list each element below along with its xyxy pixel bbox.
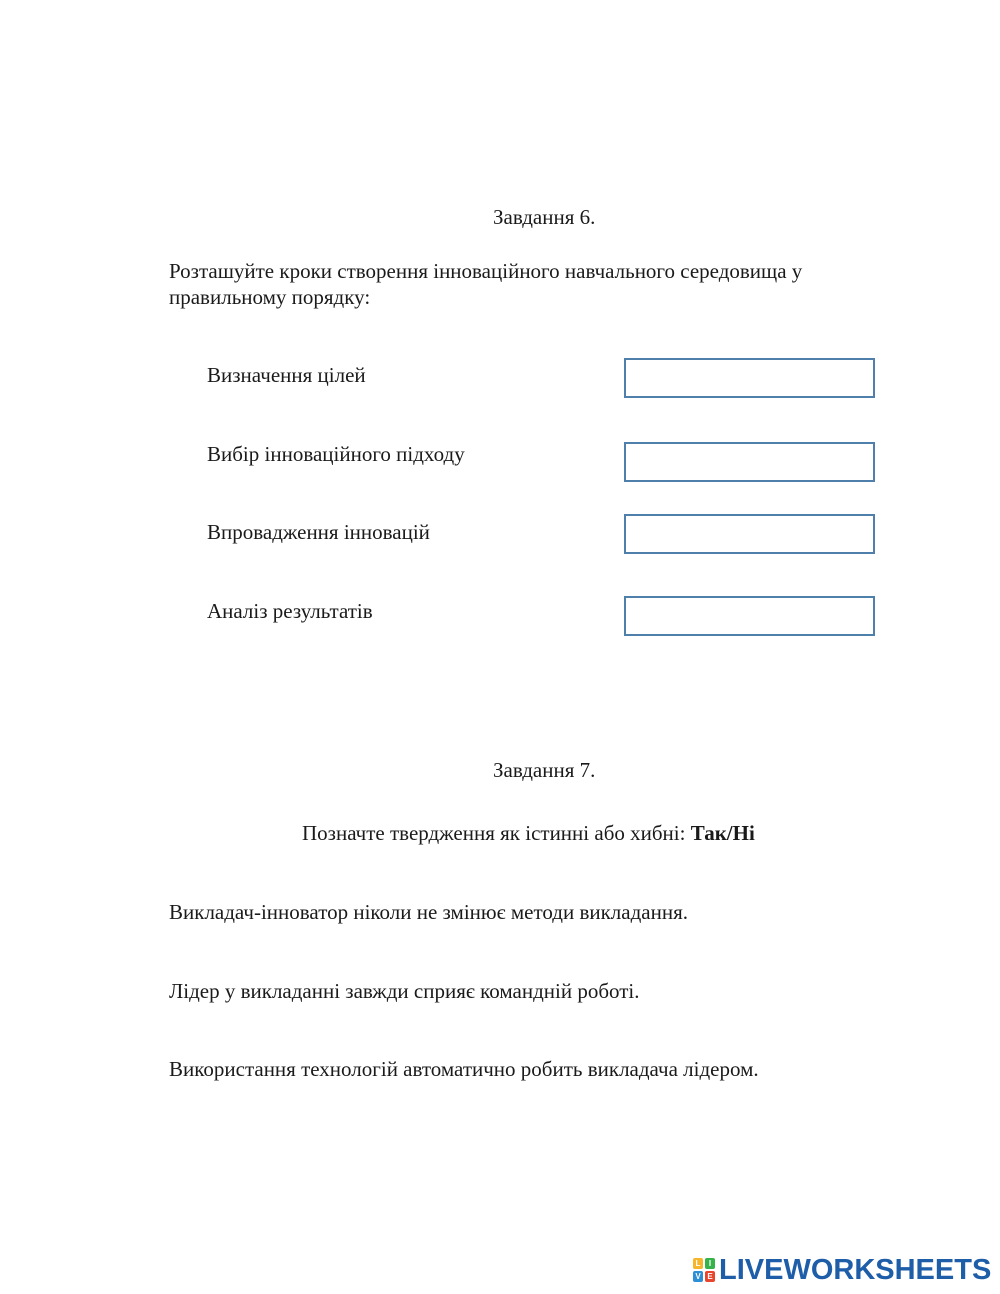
step-label-4: Аналіз результатів	[207, 599, 373, 623]
task6-instruction	[169, 258, 802, 310]
task7-instruction-text: Позначте твердження як істинні або хибні:	[302, 821, 691, 845]
step-answer-input-1[interactable]	[624, 358, 875, 398]
task6-title: Завдання 6.	[493, 205, 596, 229]
logo-letter-v: V	[693, 1271, 703, 1282]
step-answer-input-3[interactable]	[624, 514, 875, 554]
step-label-2: Вибір інноваційного підходу	[207, 442, 465, 466]
task6-instruction-line2: правильному порядку:	[169, 285, 371, 309]
logo-letter-e: E	[705, 1271, 715, 1282]
task7-instruction	[302, 821, 755, 846]
liveworksheets-logo-text: LIVEWORKSHEETS	[719, 1254, 992, 1286]
logo-letter-l: L	[693, 1258, 703, 1269]
statement-1: Викладач-інноватор ніколи не змінює методи викладання.	[169, 900, 688, 924]
step-answer-input-4[interactable]	[624, 596, 875, 636]
task7-instruction-answer-options: Так/Ні	[690, 821, 755, 845]
liveworksheets-logo	[693, 1255, 991, 1285]
step-answer-input-2[interactable]	[624, 442, 875, 482]
task7-title: Завдання 7.	[493, 758, 596, 782]
logo-letter-i: I	[705, 1258, 715, 1269]
step-label-1: Визначення цілей	[207, 363, 366, 387]
step-label-3: Впровадження інновацій	[207, 520, 430, 544]
statement-3: Використання технологій автоматично робить викладача лідером.	[169, 1057, 759, 1081]
task6-instruction-line1: Розташуйте кроки створення інноваційного навчального середовища у	[169, 259, 803, 283]
statement-2: Лідер у викладанні завжди сприяє командній роботі.	[169, 979, 640, 1003]
liveworksheets-logo-icon	[693, 1258, 715, 1282]
